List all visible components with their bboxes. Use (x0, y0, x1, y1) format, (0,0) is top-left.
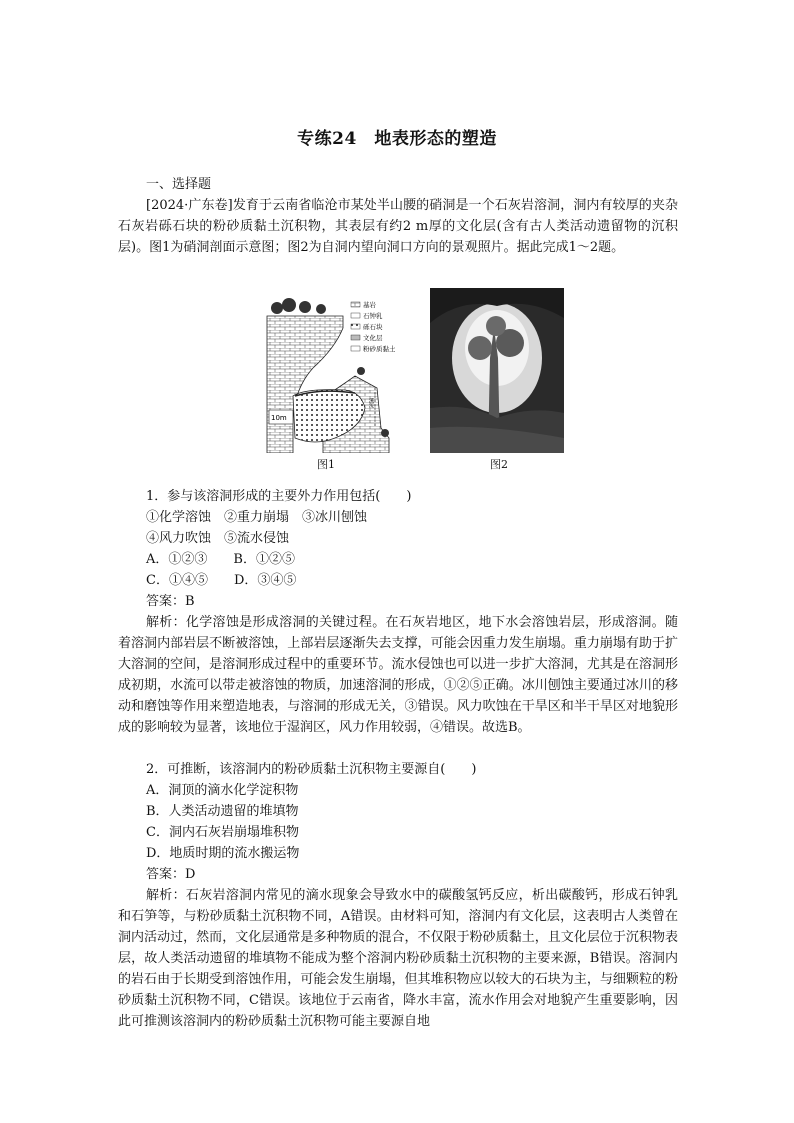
question-1-items-1: ①化学溶蚀 ②重力崩塌 ③冰川刨蚀 (146, 510, 368, 525)
question-1-stem: 1．参与该溶洞形成的主要外力作用包括( ) (146, 489, 412, 504)
intro-text: [2024·广东卷]发育于云南省临沧市某处半山腰的硝洞是一个石灰岩溶洞，洞内有较厚的夹杂石灰岩砾石块的粉砂质黏土沉积物，其表层有约2 m厚的文化层(含有古人类活动遗留物的沉积层)。图1为硝洞剖面示意图；图2为自洞内望向洞口方向的景观照片。据此完成1～2题。 (118, 198, 678, 255)
legend-stalactite: 石钟乳 (363, 312, 383, 320)
page-title: 专练24 地表形态的塑造 (297, 129, 497, 149)
question-2-analysis: 解析：石灰岩溶洞内常见的滴水现象会导致水中的碳酸氢钙反应，析出碳酸钙，形成石钟乳和石笋等，与粉砂质黏土沉积物不同，A错误。由材料可知，溶洞内有文化层，这表明古人类曾在洞内活动过，然而，文化层通常是多种物质的混合，不仅限于粉砂质黏土，且文化层位于沉积物表层，故人类活动遗留的堆填物不能成为整个溶洞内粉砂质黏土沉积物的主要来源，B错误。溶洞内的岩石由于长期受到溶蚀作用，可能会发生崩塌，但其堆积物应以较大的石块为主，与细颗粒的粉砂质黏土沉积物不同，C错误。该地位于云南省，降水丰富，流水作用会对地貌产生重要影响，因此可推测该溶洞内的粉砂质黏土沉积物可能主要源自地 (118, 888, 678, 1029)
legend-bedrock: 基岩 (363, 301, 376, 309)
scale-label: 10m (271, 414, 287, 422)
question-1-analysis: 解析：化学溶蚀是形成溶洞的关键过程。在石灰岩地区，地下水会溶蚀岩层，形成溶洞。随着溶洞内部岩层不断被溶蚀，上部岩层逐渐失去支撑，可能会因重力发生崩塌。重力崩塌有助于扩大溶洞的空间，是溶洞形成过程中的重要环节。流水侵蚀也可以进一步扩大溶洞，尤其是在溶洞形成初期，水流可以带走被溶蚀的物质，加速溶洞的形成，①②⑤正确。冰川刨蚀主要通过冰川的移动和磨蚀等作用来塑造地表，与溶洞的形成无关，③错误。风力吹蚀在干旱区和半干旱区对地貌形成的影响较为显著，该地位于湿润区，风力作用较弱，④错误。故选B。 (118, 615, 678, 735)
question-1-items-2: ④风力吹蚀 ⑤流水侵蚀 (146, 531, 290, 546)
question-2-analysis-block (118, 885, 678, 1032)
question-2-option-a: A．洞顶的滴水化学淀积物 (146, 783, 299, 798)
legend-culture-layer: 文化层 (363, 334, 383, 342)
question-2-option-d: D．地质时期的流水搬运物 (146, 846, 300, 861)
intro-paragraph (118, 195, 678, 258)
question-2-option-c: C．洞内石灰岩崩塌堆积物 (146, 825, 299, 840)
legend-silty-clay: 粉砂质黏土 (363, 345, 395, 353)
question-1-options-ab: A．①②③ B．①②⑤ (146, 552, 295, 567)
figure2-caption: 图2 (490, 458, 508, 471)
cave-profile-diagram (265, 288, 395, 453)
question-2-option-b: B．人类活动遗留的堆填物 (146, 804, 299, 819)
section-heading: 一、选择题 (146, 177, 212, 192)
question-1-answer: 答案：B (146, 594, 195, 609)
figure1-caption: 图1 (317, 458, 335, 471)
question-2-stem: 2．可推断，该溶洞内的粉砂质黏土沉积物主要源自( ) (146, 762, 477, 777)
river-label: 溪流 (368, 398, 374, 408)
question-2-answer: 答案：D (146, 867, 196, 882)
cave-photo (430, 288, 564, 453)
figure-area (265, 288, 565, 473)
question-1-analysis-block (118, 612, 678, 738)
question-1-options-cd: C．①④⑤ D．③④⑤ (146, 573, 297, 588)
legend-gravel: 砾石块 (363, 323, 383, 331)
